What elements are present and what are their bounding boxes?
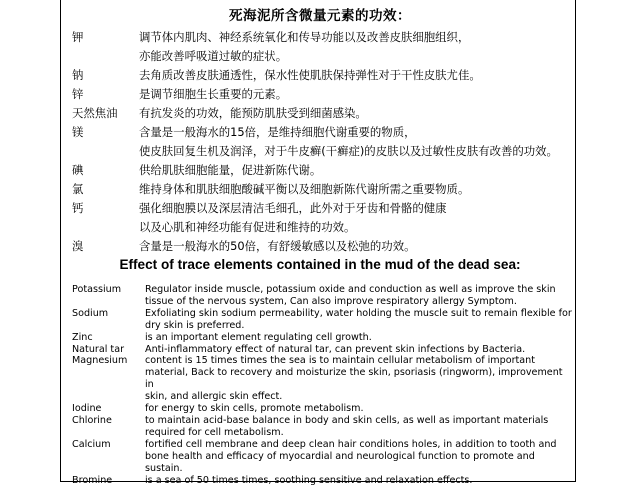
effect-line: 是调节细胞生长重要的元素。 [139, 87, 288, 101]
element-effect [145, 403, 572, 415]
effect-line: Anti-inflammatory effect of natural tar, can prevent skin infections by Bacteria. [145, 343, 526, 355]
element-name: 碘 [72, 163, 84, 177]
element-row [72, 308, 572, 332]
element-row [72, 284, 572, 308]
element-row [72, 104, 572, 123]
element-row [72, 439, 572, 475]
element-row [72, 123, 572, 161]
effect-line: 有抗发炎的功效，能预防肌肤受到细菌感染。 [139, 106, 367, 120]
chinese-title: 死海泥所含微量元素的功效： [229, 8, 411, 24]
element-name: Bromine [72, 474, 113, 486]
element-row [72, 28, 572, 66]
element-effect [145, 284, 572, 308]
element-row [72, 355, 572, 403]
element-name: Magnesium [72, 355, 128, 367]
element-name: Zinc [72, 331, 93, 343]
element-row [72, 180, 572, 199]
element-effect [139, 85, 572, 104]
effect-line: sustain. [145, 462, 183, 474]
element-row [72, 332, 572, 344]
effect-line: material, Back to recovery and moisturize the skin, psoriasis (ringworm), improvement in [145, 367, 563, 391]
effect-line: 亦能改善呼吸道过敏的症状。 [139, 49, 288, 63]
element-name: Chlorine [72, 414, 112, 426]
element-effect [139, 123, 572, 161]
element-row [72, 161, 572, 180]
element-effect [145, 332, 572, 344]
effect-line: fortified cell membrane and deep clean hair conditions holes, in addition to tooth and [145, 438, 557, 450]
effect-line: 去角质改善皮肤通透性，保水性使肌肤保持弹性对于干性皮肤尤佳。 [139, 68, 481, 82]
element-effect [139, 161, 572, 180]
effect-line: 调节体内肌肉、神经系统氧化和传导功能以及改善皮肤细胞组织， [139, 30, 470, 44]
effect-line: skin, and allergic skin effect. [145, 391, 283, 403]
effect-line: 供给肌肤细胞能量，促进新陈代谢。 [139, 163, 322, 177]
element-effect [145, 415, 572, 439]
chinese-element-list [72, 28, 572, 256]
english-title: Effect of trace elements contained in the mud of the dead sea: [119, 257, 521, 272]
element-name: Calcium [72, 438, 111, 450]
effect-line: Exfoliating skin sodium permeability, water holding the muscle suit to remain flexible for [145, 307, 572, 319]
element-row [72, 415, 572, 439]
effect-line: 含量是一般海水的15倍，是维持细胞代谢重要的物质， [139, 125, 416, 139]
effect-line: required for cell metabolism. [145, 426, 284, 438]
effect-line: 强化细胞膜以及深层清洁毛细孔，此外对于牙齿和骨骼的健康 [139, 201, 447, 215]
effect-line: 含量是一般海水的50倍，有舒缓敏感以及松弛的功效。 [139, 239, 416, 253]
element-name: 镁 [72, 125, 84, 139]
effect-line: 以及心肌和神经功能有促进和维持的功效。 [139, 220, 356, 234]
element-row [72, 344, 572, 356]
effect-line: for energy to skin cells, promote metabolism. [145, 403, 364, 415]
element-effect [139, 180, 572, 199]
element-name: Iodine [72, 403, 102, 415]
element-effect [139, 199, 572, 237]
effect-line: bone health and efficacy of myocardial and neurological function to promote and [145, 450, 535, 462]
element-name: Sodium [72, 307, 109, 319]
element-row [72, 475, 572, 487]
element-name: 钠 [72, 68, 84, 82]
element-name: Natural tar [72, 343, 125, 355]
element-name: 溴 [72, 239, 84, 253]
element-effect [145, 344, 572, 356]
effect-line: content is 15 times times the sea is to maintain cellular metabolism of important [145, 355, 536, 367]
element-name: 天然焦油 [72, 106, 118, 120]
element-effect [145, 475, 572, 487]
element-row [72, 237, 572, 256]
element-effect [139, 237, 572, 256]
element-name: Potassium [72, 284, 122, 295]
element-effect [139, 28, 572, 66]
element-name: 钾 [72, 30, 84, 44]
element-effect [139, 104, 572, 123]
effect-line: is an important element regulating cell growth. [145, 331, 372, 343]
element-name: 钙 [72, 201, 84, 215]
effect-line: tissue of the nervous system, Can also improve respiratory allergy Symptom. [145, 295, 517, 307]
effect-line: Regulator inside muscle, potassium oxide and conduction as well as improve the skin [145, 284, 556, 295]
element-name: 氯 [72, 182, 84, 196]
element-row [72, 403, 572, 415]
effect-line: 维持身体和肌肤细胞酸碱平衡以及细胞新陈代谢所需之重要物质。 [139, 182, 470, 196]
effect-line: 使皮肤回复生机及润泽，对于牛皮癣(干癣症)的皮肤以及过敏性皮肤有改善的功效。 [139, 144, 558, 158]
element-row [72, 199, 572, 237]
effect-line: dry skin is preferred. [145, 319, 245, 331]
element-effect [145, 355, 572, 403]
element-effect [139, 66, 572, 85]
english-element-list [72, 284, 572, 486]
element-row [72, 66, 572, 85]
effect-line: to maintain acid-base balance in body and skin cells, as well as important materials [145, 414, 549, 426]
element-effect [145, 308, 572, 332]
element-effect [145, 439, 572, 475]
element-row [72, 85, 572, 104]
effect-line: is a sea of 50 times times, soothing sensitive and relaxation effects. [145, 474, 473, 486]
element-name: 锌 [72, 87, 84, 101]
